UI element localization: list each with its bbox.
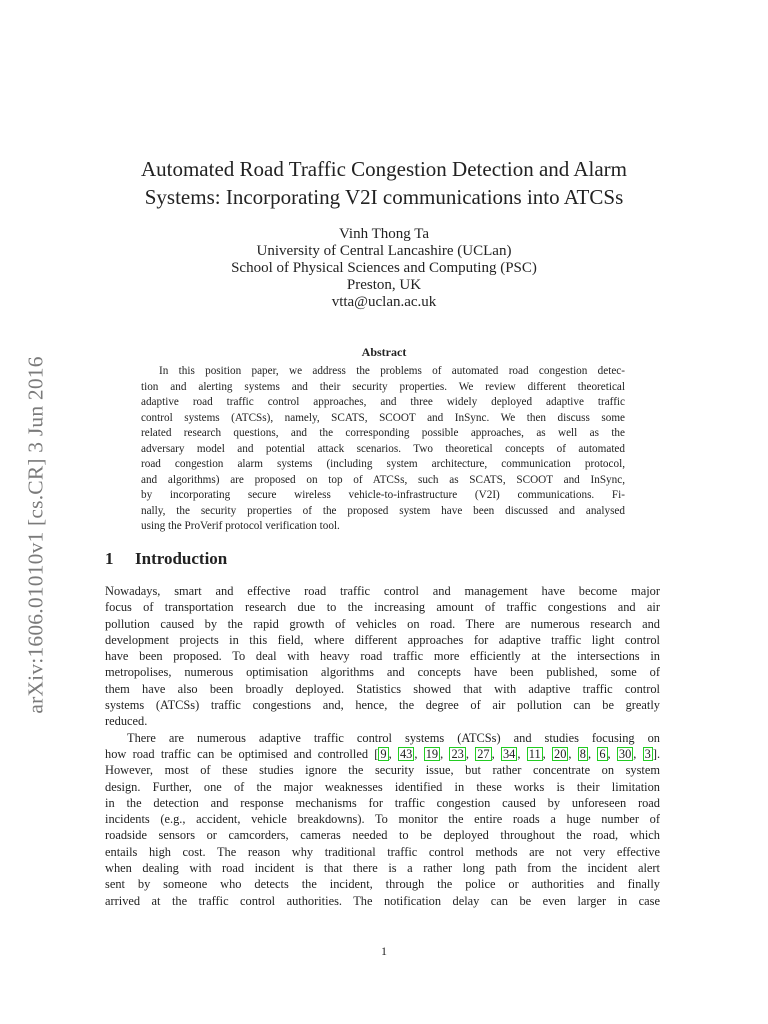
arxiv-stamp-text: arXiv:1606.01010v1 [cs.CR] 3 Jun 2016 [23,356,48,714]
citation-link[interactable]: 3 [644,746,651,761]
abstract-line: adversary model and potential attack scenarios. Two theoretical concepts of automated [141,442,625,455]
paragraph-line: them have also been broadly deployed. Statistics showed that with adaptive traffic control [105,681,660,696]
paragraph-line: pollution caused by the rapid growth of vehicles on road. There are numerous research and [105,616,660,631]
abstract-line: using the ProVerif protocol verification tool. [141,520,340,532]
author-affiliation: University of Central Lancashire (UCLan) [256,243,512,259]
abstract-body [141,364,625,535]
citation-separator: , [633,746,643,761]
paragraph-line: sent by someone who detects the incident, through the police or authorities and finally [105,877,660,892]
citation-separator: , [465,746,476,761]
citation-link[interactable]: 6 [599,746,606,761]
paragraph-line: arrived at the traffic control authorities. The notification delay can be even larger in case [105,893,660,908]
citation-link[interactable]: 20 [554,746,567,761]
paragraph-line: roadside sensors or camcorders, cameras needed to be deployed throughout the road, which [105,828,660,843]
citation-list [378,747,652,761]
citation-separator: , [517,746,527,761]
abstract-line: In this position paper, we address the problems of automated road congestion detec- [159,365,625,377]
title-line: Systems: Incorporating V2I communications into ATCSs [144,185,624,209]
citation-separator: , [542,746,552,761]
paragraph-line: However, most of these studies ignore the security issue, but rather concentrate on system [105,763,660,778]
body-text [105,583,660,909]
citation-link[interactable]: 27 [477,746,490,761]
paragraph-line-citations [105,746,660,762]
citation-separator: , [491,746,501,761]
citation-separator: , [607,746,617,761]
abstract-line: related research questions, and the corresponding possible approaches, as well as the [141,427,625,439]
paragraph-line: reduced. [105,714,148,729]
abstract-line: tion and alerting systems and their security properties. We review different theoretical [141,380,625,393]
citation-separator: , [587,746,598,761]
citation-link[interactable]: 23 [451,746,464,761]
citation-link[interactable]: 34 [502,746,516,761]
paragraph-line: design. Further, one of the major weaknesses identified in these works is their limitation [105,779,660,794]
citation-link[interactable]: 30 [618,746,632,761]
paragraph-line: metropolises, numerous optimisation algorithms and concepts have been published, some of [105,665,660,680]
paragraph-line: entails high cost. The reason why traditional traffic control methods are not very effective [105,844,660,859]
page-number: 1 [381,944,387,958]
abstract-line: and algorithms) are proposed on top of ATCSs, such as SCATS, SCOOT and InSync, [141,473,625,486]
paragraph-line: have been proposed. To deal with heavy road traffic more efficiently at the intersections in [105,649,660,664]
paragraph-line: systems (ATCSs) traffic congestions and, hence, the degree of air pollution can be greatly [105,698,660,713]
title-line: Automated Road Traffic Congestion Detection and Alarm [140,157,628,181]
citation-separator: , [414,746,424,761]
citation-separator: , [440,746,450,761]
citation-link[interactable]: 9 [380,746,387,761]
citation-link[interactable]: 43 [399,746,413,761]
paragraph-line: when dealing with road incident is that there is a rather long path from the incident alert [105,861,660,876]
author-block [60,226,708,311]
author-email: vtta@uclan.ac.uk [331,294,437,310]
citation-link[interactable]: 19 [425,746,439,761]
section-heading [105,549,227,569]
paragraph-line: There are numerous adaptive traffic control systems (ATCSs) and studies focusing on [127,730,660,745]
abstract-heading: Abstract [361,345,407,359]
author-department: School of Physical Sciences and Computing (PSC) [231,260,537,276]
author-location: Preston, UK [346,277,422,293]
citation-link[interactable]: 8 [579,746,586,761]
abstract-line: nally, the security properties of the proposed system have been discussed and analysed [141,504,625,517]
section-title: Introduction [135,549,228,568]
citation-link[interactable]: 11 [528,746,541,761]
paragraph-line: incidents (e.g., accident, vehicle breakdowns). To monitor the entire roads a huge number of [105,812,660,827]
citation-separator: , [568,746,578,761]
paragraph-line: development projects in this field, where different approaches for adaptive traffic light control [105,632,660,647]
abstract-line: control systems (ATCSs), namely, SCATS, SCOOT and InSync. We then discuss some [141,411,625,424]
citation-suffix: ]. [652,746,661,761]
paragraph-line: Nowadays, smart and effective road traffic control and management have become major [105,584,660,598]
author-name: Vinh Thong Ta [339,226,429,242]
paragraph-line: in the detection and response mechanisms for traffic congestion caused by unforeseen road [105,795,660,810]
section-number: 1 [105,549,114,568]
paper-title [60,155,708,211]
abstract-line: by incorporating secure wireless vehicle-to-infrastructure (V2I) communications. Fi- [141,489,625,501]
paragraph-line: focus of transportation research due to the increasing amount of traffic congestions and air [105,600,660,615]
citation-prefix: how road traffic can be optimised and controlled [ [105,746,379,761]
abstract-line: adaptive road traffic control approaches, and three widely deployed adaptive traffic [141,396,625,408]
citation-separator: , [388,746,398,761]
abstract-line: road congestion alarm systems (including system architecture, communication protocol, [141,458,625,470]
